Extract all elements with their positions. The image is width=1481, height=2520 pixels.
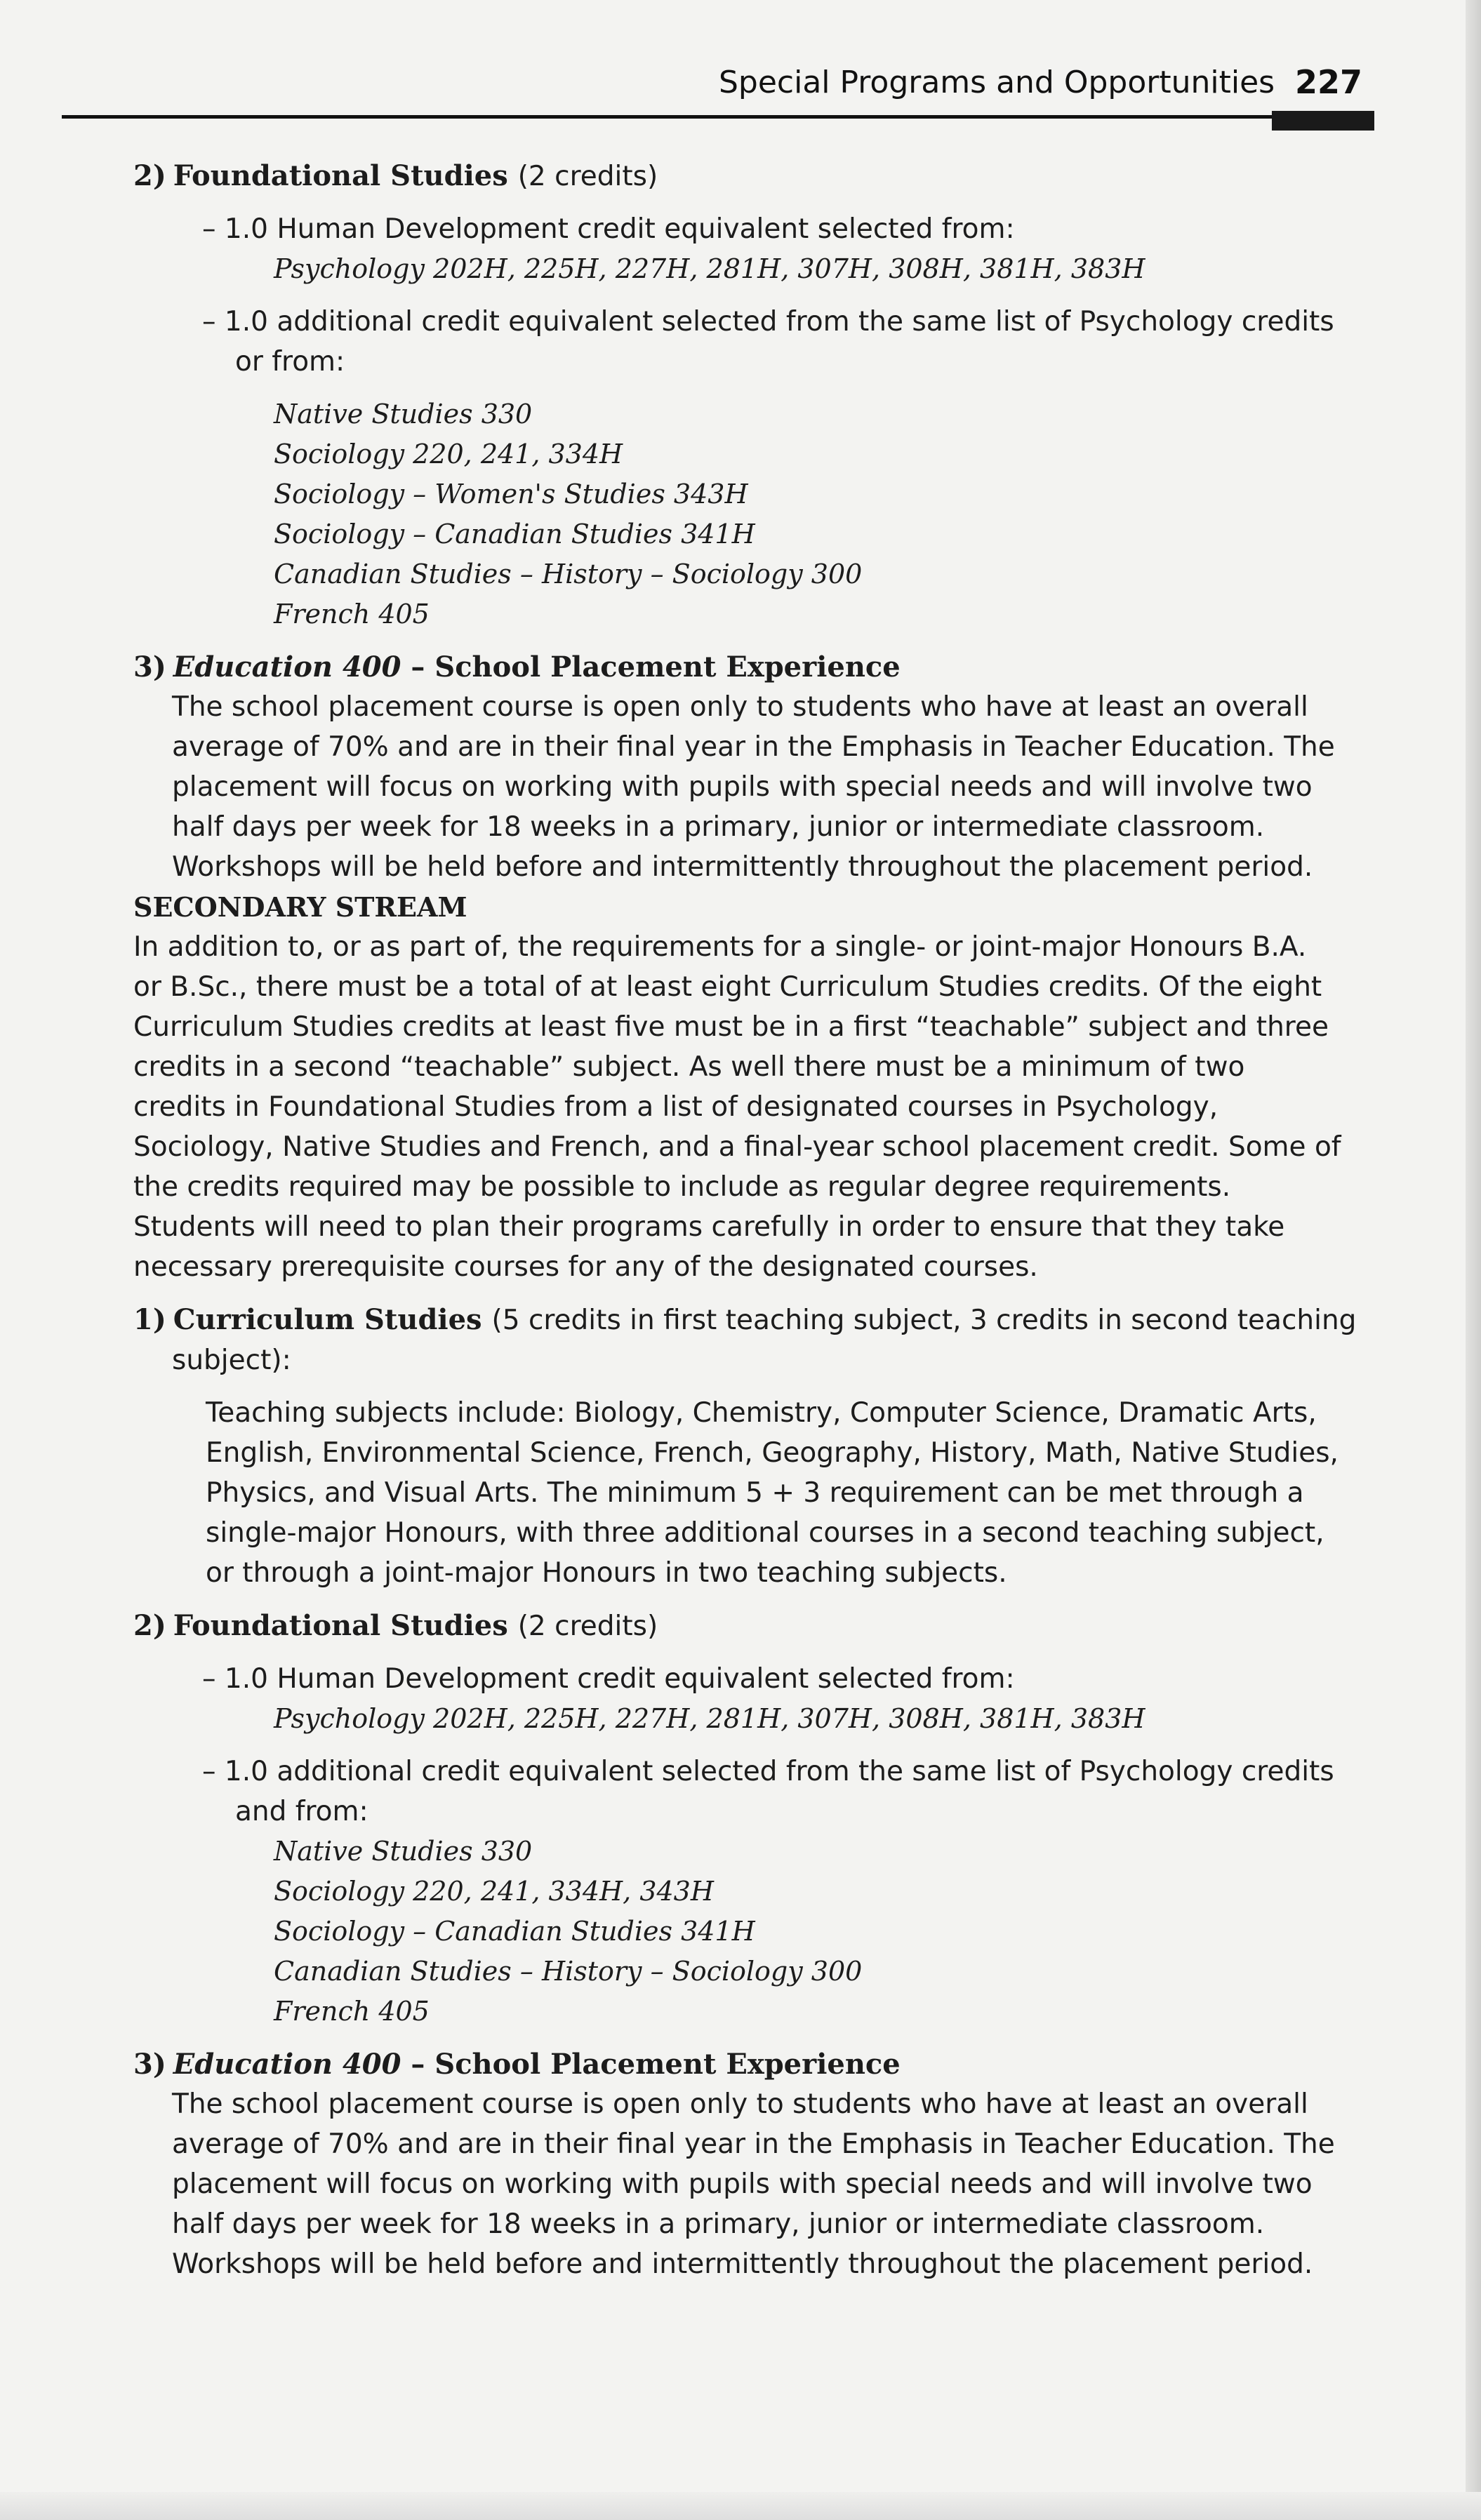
course-item: Canadian Studies – History – Sociology 300 xyxy=(274,559,863,589)
paragraph-line: single-major Honours, with three additional courses in a second teaching subject, xyxy=(206,1517,1324,1549)
credit-requirement: – 1.0 additional credit equivalent selected from the same list of Psychology credits xyxy=(202,1756,1334,1787)
paragraph-line: credits in Foundational Studies from a list of designated courses in Psychology, xyxy=(133,1091,1218,1123)
paragraph-line: English, Environmental Science, French, Geography, History, Math, Native Studies, xyxy=(206,1437,1339,1469)
section-heading-foundational: 2) Foundational Studies (2 credits) xyxy=(133,159,658,192)
course-list-line: Psychology 202H, 225H, 227H, 281H, 307H, 308H, 381H, 383H xyxy=(274,253,1145,284)
paragraph-line: The school placement course is open only to students who have at least an overall xyxy=(172,2088,1308,2120)
placement-description xyxy=(133,687,1369,887)
course-item: Sociology 220, 241, 334H xyxy=(274,439,623,469)
header-tab-marker xyxy=(1272,111,1374,131)
course-item: Sociology – Women's Studies 343H xyxy=(274,479,748,509)
paragraph-line: Workshops will be held before and intermittently throughout the placement period. xyxy=(172,851,1313,883)
page-number: 227 xyxy=(1295,63,1363,101)
paragraph-line: Sociology, Native Studies and French, and a final-year school placement credit. Some of xyxy=(133,1131,1341,1163)
placement-description xyxy=(133,2084,1369,2284)
paragraph-line: Physics, and Visual Arts. The minimum 5 + 3 requirement can be met through a xyxy=(206,1477,1304,1509)
course-list xyxy=(133,394,1369,634)
paragraph-line: placement will focus on working with pupils with special needs and will involve two xyxy=(172,2168,1313,2200)
course-item: Sociology – Canadian Studies 341H xyxy=(274,1916,755,1947)
credit-requirement-cont: or from: xyxy=(235,346,345,378)
section-heading-placement: 3) Education 400 – School Placement Experience xyxy=(133,651,901,684)
paragraph-line: or B.Sc., there must be a total of at least eight Curriculum Studies credits. Of the eight xyxy=(133,971,1322,1003)
paragraph-line: average of 70% and are in their final year in the Emphasis in Teacher Education. The xyxy=(172,731,1335,763)
running-header-title: Special Programs and Opportunities xyxy=(719,65,1275,100)
paragraph-line: In addition to, or as part of, the requirements for a single- or joint-major Honours B.A. xyxy=(133,931,1307,963)
credit-requirement: – 1.0 Human Development credit equivalent selected from: xyxy=(202,213,1015,245)
course-item: Native Studies 330 xyxy=(274,1836,533,1867)
course-item: Native Studies 330 xyxy=(274,399,533,429)
curriculum-credits-cont: subject): xyxy=(172,1345,291,1376)
paragraph-line: Students will need to plan their programs carefully in order to ensure that they take xyxy=(133,1211,1285,1243)
section-heading-curriculum: 1) Curriculum Studies (5 credits in first teaching subject, 3 credits in second teaching xyxy=(133,1303,1357,1336)
paragraph-line: Teaching subjects include: Biology, Chemistry, Computer Science, Dramatic Arts, xyxy=(206,1397,1317,1429)
paragraph-line: average of 70% and are in their final year in the Emphasis in Teacher Education. The xyxy=(172,2128,1335,2160)
paragraph-line: half days per week for 18 weeks in a primary, junior or intermediate classroom. xyxy=(172,811,1265,843)
credit-requirement: – 1.0 additional credit equivalent selected from the same list of Psychology credits xyxy=(202,306,1334,338)
paragraph-line: necessary prerequisite courses for any of the designated courses. xyxy=(133,1251,1038,1283)
paragraph-line: or through a joint-major Honours in two teaching subjects. xyxy=(206,1557,1007,1589)
credit-requirement: – 1.0 Human Development credit equivalent selected from: xyxy=(202,1663,1015,1695)
page-bottom-shadow xyxy=(0,2492,1481,2520)
credit-requirement-cont: and from: xyxy=(235,1796,368,1827)
course-item: French 405 xyxy=(274,599,430,629)
page-edge-shadow xyxy=(1466,0,1481,2520)
page-content xyxy=(133,156,1369,2284)
section-heading-placement: 3) Education 400 – School Placement Experience xyxy=(133,2048,901,2081)
paragraph-line: Workshops will be held before and intermittently throughout the placement period. xyxy=(172,2248,1313,2280)
course-item: Canadian Studies – History – Sociology 300 xyxy=(274,1956,863,1987)
secondary-intro xyxy=(133,927,1369,1287)
stream-heading: SECONDARY STREAM xyxy=(133,891,467,923)
header-rule xyxy=(62,115,1374,119)
teaching-subjects xyxy=(133,1393,1369,1593)
course-list-line: Psychology 202H, 225H, 227H, 281H, 307H, 308H, 381H, 383H xyxy=(274,1703,1145,1734)
course-item: Sociology 220, 241, 334H, 343H xyxy=(274,1876,714,1907)
paragraph-line: the credits required may be possible to include as regular degree requirements. xyxy=(133,1171,1231,1203)
paragraph-line: credits in a second “teachable” subject. As well there must be a minimum of two xyxy=(133,1051,1245,1083)
paragraph-line: The school placement course is open only to students who have at least an overall xyxy=(172,691,1308,723)
paragraph-line: placement will focus on working with pupils with special needs and will involve two xyxy=(172,771,1313,803)
section-heading-foundational: 2) Foundational Studies (2 credits) xyxy=(133,1609,658,1642)
paragraph-line: half days per week for 18 weeks in a primary, junior or intermediate classroom. xyxy=(172,2208,1265,2240)
course-item: Sociology – Canadian Studies 341H xyxy=(274,519,755,549)
paragraph-line: Curriculum Studies credits at least five must be in a first “teachable” subject and three xyxy=(133,1011,1329,1043)
course-list xyxy=(133,1832,1369,2032)
course-item: French 405 xyxy=(274,1996,430,2027)
